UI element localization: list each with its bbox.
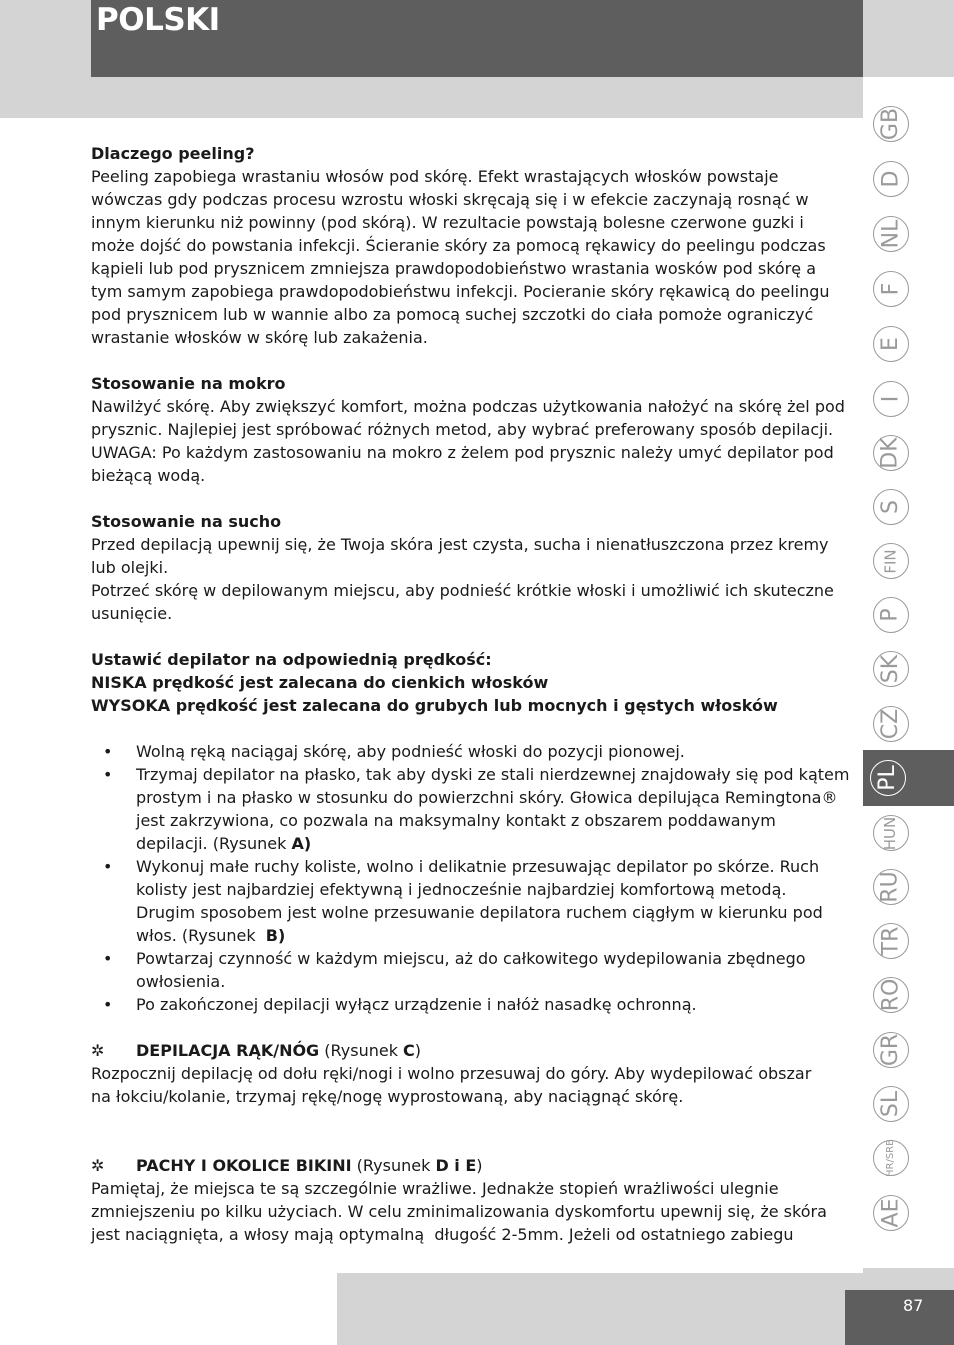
text-line: Pamiętaj, że miejsca te są szczególnie wrażliwe. Jednakże stopień wrażliwości ulegnie bbox=[91, 1179, 779, 1198]
section-heading-bikini: ✲ PACHY I OKOLICE BIKINI (Rysunek D i E) bbox=[91, 1156, 483, 1175]
lang-tab-dk[interactable]: DK bbox=[870, 432, 912, 474]
lang-tab-hr-srb[interactable]: HR/SRB bbox=[870, 1137, 912, 1179]
speed-heading: Ustawić depilator na odpowiednią prędkość: bbox=[91, 650, 492, 669]
lang-tab-sl[interactable]: SL bbox=[870, 1083, 912, 1125]
text-line: Nawilżyć skórę. Aby zwiększyć komfort, można podczas użytkowania nałożyć na skórę żel pod bbox=[91, 397, 845, 416]
lang-tab-nl[interactable]: NL bbox=[870, 213, 912, 255]
page-title: POLSKI bbox=[96, 2, 220, 38]
list-item: • Powtarzaj czynność w każdym miejscu, aż do całkowitego wydepilowania zbędnego owłosienia. bbox=[103, 949, 806, 991]
text-line: pod prysznicem lub w wannie albo za pomocą suchej szczotki do ciała pomoże ograniczyć bbox=[91, 305, 814, 324]
text-line: Potrzeć skórę w depilowanym miejscu, aby podnieść krótkie włoski i umożliwić ich skuteczne bbox=[91, 581, 834, 600]
text-line: prysznic. Najlepiej jest spróbować różnych metod, aby wybrać preferowany sposób depilacji. bbox=[91, 420, 834, 439]
lang-tab-s[interactable]: S bbox=[870, 486, 912, 528]
text-line: Rozpocznij depilację od dołu ręki/nogi i wolno przesuwaj do góry. Aby wydepilować obszar bbox=[91, 1064, 812, 1083]
star-icon: ✲ bbox=[91, 1156, 105, 1175]
speed-low: NISKA prędkość jest zalecana do cienkich włosków bbox=[91, 673, 549, 692]
text-line: na łokciu/kolanie, trzymaj rękę/nogę wyprostowaną, aby naciągnąć skórę. bbox=[91, 1087, 684, 1106]
list-item: • Po zakończonej depilacji wyłącz urządzenie i nałóż nasadkę ochronną. bbox=[103, 995, 697, 1014]
bullet-icon: • bbox=[103, 949, 113, 968]
text-line: innym kierunku niż powinny (pod skórą). W rezultacie powstają bolesne czerwone guzki i bbox=[91, 213, 804, 232]
lang-tab-ae[interactable]: AE bbox=[870, 1192, 912, 1234]
lang-tab-f[interactable]: F bbox=[870, 268, 912, 310]
text-line: jest naciągnięta, a włosy mają optymalną długość 2-5mm. Jeżeli od ostatniego zabiegu bbox=[91, 1225, 794, 1244]
lang-tab-cz[interactable]: CZ bbox=[870, 703, 912, 745]
figure-ref: B) bbox=[265, 926, 286, 945]
list-item: • Wykonuj małe ruchy koliste, wolno i delikatnie przesuwając depilator po skórze. Ruch kolisty jest najbardziej efektywną i jednocześnie najbardziej komfortową metodą. Drugim sposobem jest wolne przesuwanie depilatora ruchem ciągłym w kierunku pod włos. (Rysunek B) bbox=[103, 857, 823, 945]
lang-tab-ru[interactable]: RU bbox=[870, 866, 912, 908]
lang-tab-sk[interactable]: SK bbox=[870, 648, 912, 690]
lang-tab-fin[interactable]: FIN bbox=[870, 540, 912, 582]
text-line: bieżącą wodą. bbox=[91, 466, 206, 485]
lang-tab-p[interactable]: P bbox=[870, 594, 912, 636]
text-line: UWAGA: Po każdym zastosowaniu na mokro z żelem pod prysznic należy umyć depilator pod bbox=[91, 443, 834, 462]
lang-tab-i[interactable]: I bbox=[870, 378, 912, 420]
lang-tab-gb[interactable]: GB bbox=[870, 103, 912, 145]
lang-tab-hun[interactable]: HUN bbox=[870, 812, 912, 854]
lang-tab-gr[interactable]: GR bbox=[870, 1029, 912, 1071]
section-heading-arms: ✲ DEPILACJA RĄK/NÓG (Rysunek C) bbox=[91, 1041, 422, 1060]
figure-ref: A) bbox=[291, 834, 312, 853]
text-line: wrastanie włosków w skórę lub zakażenia. bbox=[91, 328, 428, 347]
steps-list bbox=[91, 740, 866, 1016]
page-number-box bbox=[845, 1290, 954, 1345]
text-line: wówczas gdy podczas procesu wzrostu włoski skręcają się i w efekcie zaczynają rosnąć w bbox=[91, 190, 809, 209]
bullet-icon: • bbox=[103, 995, 113, 1014]
text-line: tym samym zapobiega prawdopodobieństwu infekcji. Pocieranie skóry rękawicą do peelingu bbox=[91, 282, 830, 301]
list-item: • Trzymaj depilator na płasko, tak aby dyski ze stali nierdzewnej znajdowały się pod kątem prostym i na płasko w stosunku do powierzchni skóry. Głowica depilująca Remingtona® jest zakrzywiona, co pozwala na maksymalny kontakt z obszarem poddawanym depilacji. (Rysunek A) bbox=[103, 765, 850, 853]
page-number: 87 bbox=[903, 1296, 924, 1315]
bottom-margin bbox=[0, 1270, 337, 1345]
lang-tab-tr[interactable]: TR bbox=[870, 920, 912, 962]
section-heading-wet: Stosowanie na mokro bbox=[91, 374, 286, 393]
text-line: Przed depilacją upewnij się, że Twoja skóra jest czysta, sucha i nienatłuszczona przez kremy bbox=[91, 535, 829, 554]
bullet-icon: • bbox=[103, 742, 113, 761]
text-line: kąpieli lub pod prysznicem zmniejsza prawdopodobieństwo wrastania wosków pod skórę a bbox=[91, 259, 816, 278]
lang-tab-ro[interactable]: RO bbox=[870, 974, 912, 1016]
lang-tab-e[interactable]: E bbox=[870, 323, 912, 365]
speed-high: WYSOKA prędkość jest zalecana do grubych lub mocnych i gęstych włosków bbox=[91, 696, 778, 715]
text-line: usunięcie. bbox=[91, 604, 173, 623]
bullet-icon: • bbox=[103, 857, 113, 876]
lang-tab-d[interactable]: D bbox=[870, 158, 912, 200]
list-item: • Wolną ręką naciągaj skórę, aby podnieść włoski do pozycji pionowej. bbox=[103, 742, 685, 761]
text-line: Peeling zapobiega wrastaniu włosów pod skórę. Efekt wrastających włosków powstaje bbox=[91, 167, 779, 186]
text-line: lub olejki. bbox=[91, 558, 169, 577]
section-heading-dry: Stosowanie na sucho bbox=[91, 512, 282, 531]
text-line: zmniejszeniu po kilku użyciach. W celu zminimalizowania dyskomfortu upewnij się, że skóra bbox=[91, 1202, 827, 1221]
lang-tab-pl-active[interactable]: PL bbox=[863, 750, 954, 806]
star-icon: ✲ bbox=[91, 1041, 105, 1060]
bullet-icon: • bbox=[103, 765, 113, 784]
text-line: może dojść do powstania infekcji. Ścieranie skóry za pomocą rękawicy do peelingu podczas bbox=[91, 236, 826, 255]
section-heading-peeling: Dlaczego peeling? bbox=[91, 144, 255, 163]
manual-text bbox=[91, 142, 866, 1246]
